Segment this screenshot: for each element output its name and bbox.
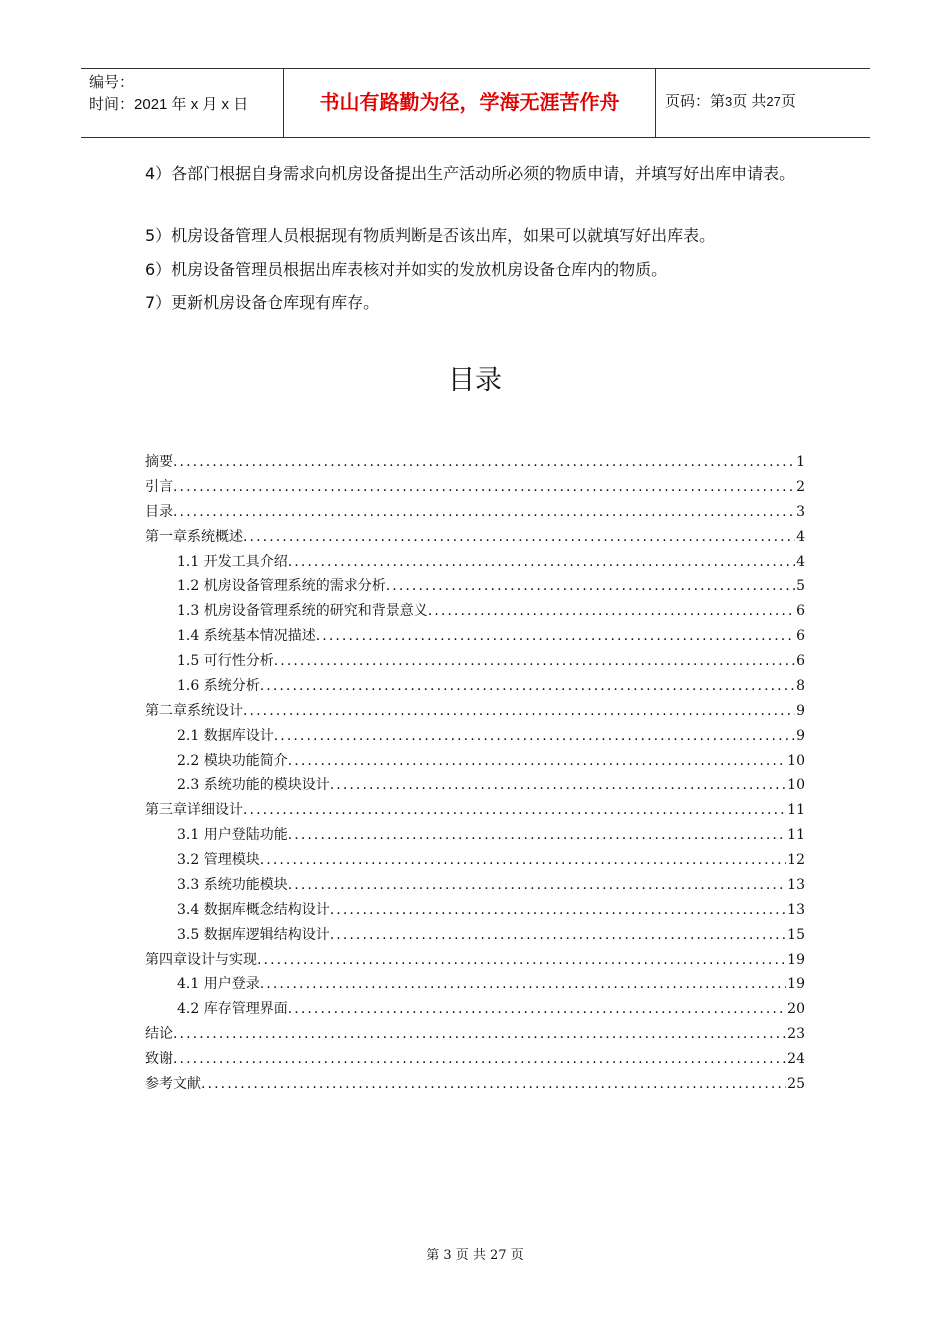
toc-entry-title: 1.1 开发工具介绍 xyxy=(177,553,288,570)
toc-leader-dots xyxy=(288,751,786,772)
toc-leader-dots xyxy=(288,552,795,573)
toc-entry-title: 1.4 系统基本情况描述 xyxy=(177,628,316,645)
toc-entry-page: 11 xyxy=(787,802,805,819)
toc-entry-title: 4.1 用户登录 xyxy=(177,976,260,993)
toc-leader-dots xyxy=(260,974,786,995)
toc-leader-dots xyxy=(173,477,795,498)
toc-entry[interactable] xyxy=(145,875,805,900)
toc-entry-page: 9 xyxy=(796,727,805,744)
toc-entry[interactable] xyxy=(145,825,805,850)
toc-entry-title: 3.3 系统功能模块 xyxy=(177,876,288,893)
toc-entry[interactable] xyxy=(145,676,805,701)
page-header xyxy=(81,68,870,138)
toc-entry-title: 第四章设计与实现 xyxy=(145,951,257,968)
toc-entry-title: 1.6 系统分析 xyxy=(177,677,260,694)
toc-entry[interactable] xyxy=(145,651,805,676)
toc-entry-page: 12 xyxy=(787,852,805,868)
toc-entry[interactable] xyxy=(145,726,805,751)
toc-entry-page: 19 xyxy=(787,976,805,993)
toc-entry-title: 3.2 管理模块 xyxy=(177,852,260,868)
header-page-total: 27 xyxy=(766,94,781,109)
toc-entry-title: 3.1 用户登陆功能 xyxy=(177,827,288,844)
toc-entry-page: 15 xyxy=(787,926,805,943)
toc-entry-title: 4.2 库存管理界面 xyxy=(177,1001,288,1018)
toc-entry[interactable] xyxy=(145,974,805,999)
toc-entry-title: 1.5 可行性分析 xyxy=(177,653,274,669)
toc-entry-page: 5 xyxy=(796,578,805,595)
toc-entry[interactable] xyxy=(145,925,805,950)
toc-entry-title: 第三章详细设计 xyxy=(145,802,243,819)
toc-entry-title: 参考文献 xyxy=(145,1075,201,1092)
toc-entry-title: 2.3 系统功能的模块设计 xyxy=(177,777,330,794)
header-time-value: 2021 年 x 月 x 日 xyxy=(134,96,249,113)
toc-leader-dots xyxy=(243,800,786,821)
toc-entry[interactable] xyxy=(145,751,805,776)
toc-entry-page: 23 xyxy=(787,1026,805,1043)
toc-entry-page: 4 xyxy=(796,553,805,570)
toc-entry-page: 6 xyxy=(796,603,805,620)
toc-leader-dots xyxy=(173,1049,786,1070)
header-page-label: 页码：第 xyxy=(665,93,726,110)
toc-entry-page: 6 xyxy=(796,628,805,645)
header-number-label: 编号： xyxy=(89,74,135,91)
toc-leader-dots xyxy=(257,950,786,971)
toc-leader-dots xyxy=(274,726,795,747)
table-of-contents xyxy=(145,452,805,1099)
toc-leader-dots xyxy=(243,701,795,722)
header-divider xyxy=(655,69,656,137)
toc-title: 目录 xyxy=(448,365,502,396)
toc-entry-page: 2 xyxy=(796,478,805,495)
toc-entry[interactable] xyxy=(145,552,805,577)
toc-entry-page: 25 xyxy=(787,1075,805,1092)
header-motto: 书山有路勤为径，学海无涯苦作舟 xyxy=(319,90,620,114)
toc-entry-title: 1.2 机房设备管理系统的需求分析 xyxy=(177,578,386,595)
toc-entry-page: 9 xyxy=(796,702,805,719)
toc-leader-dots xyxy=(260,850,786,871)
toc-leader-dots xyxy=(173,452,795,473)
toc-leader-dots xyxy=(288,825,786,846)
paragraph-7: 7）更新机房设备仓库现有库存。 xyxy=(145,293,380,312)
toc-leader-dots xyxy=(274,651,795,672)
toc-entry[interactable] xyxy=(145,452,805,477)
toc-leader-dots xyxy=(288,875,786,896)
paragraph-4: 4）各部门根据自身需求向机房设备提出生产活动所必须的物质申请，并填写好出库申请表。 xyxy=(145,164,796,183)
header-time xyxy=(89,94,248,116)
toc-entry[interactable] xyxy=(145,576,805,601)
toc-leader-dots xyxy=(330,900,786,921)
toc-entry[interactable] xyxy=(145,502,805,527)
toc-leader-dots xyxy=(201,1074,786,1095)
paragraph-6: 6）机房设备管理员根据出库表核对并如实的发放机房设备仓库内的物质。 xyxy=(145,260,668,279)
toc-entry[interactable] xyxy=(145,1024,805,1049)
page-footer: 第 3 页 共 27 页 xyxy=(426,1248,524,1263)
toc-entry-page: 24 xyxy=(787,1051,805,1067)
header-page-current: 3 xyxy=(725,94,733,109)
toc-entry[interactable] xyxy=(145,701,805,726)
toc-entry-title: 3.4 数据库概念结构设计 xyxy=(177,901,330,918)
toc-entry-page: 4 xyxy=(796,528,805,545)
toc-entry[interactable] xyxy=(145,800,805,825)
toc-entry[interactable] xyxy=(145,999,805,1024)
toc-entry[interactable] xyxy=(145,1074,805,1099)
toc-entry[interactable] xyxy=(145,477,805,502)
toc-entry-page: 10 xyxy=(787,777,805,794)
toc-entry-title: 第一章系统概述 xyxy=(145,528,243,545)
toc-entry-title: 2.2 模块功能简介 xyxy=(177,752,288,769)
toc-entry-title: 1.3 机房设备管理系统的研究和背景意义 xyxy=(177,603,428,620)
toc-entry-title: 引言 xyxy=(145,478,173,495)
toc-leader-dots xyxy=(330,775,786,796)
toc-entry-title: 目录 xyxy=(145,503,173,520)
toc-entry-page: 19 xyxy=(787,951,805,968)
toc-entry-page: 8 xyxy=(796,677,805,694)
toc-entry-title: 致谢 xyxy=(145,1051,173,1067)
toc-entry[interactable] xyxy=(145,850,805,875)
toc-entry-title: 摘要 xyxy=(145,454,173,470)
toc-entry-page: 13 xyxy=(787,876,805,893)
toc-leader-dots xyxy=(288,999,786,1020)
toc-entry[interactable] xyxy=(145,626,805,651)
toc-entry-title: 3.5 数据库逻辑结构设计 xyxy=(177,926,330,943)
header-meta xyxy=(89,72,248,116)
toc-entry[interactable] xyxy=(145,527,805,552)
toc-entry[interactable] xyxy=(145,950,805,975)
toc-entry[interactable] xyxy=(145,900,805,925)
toc-leader-dots xyxy=(243,527,795,548)
toc-entry-page: 3 xyxy=(796,503,805,520)
toc-entry-page: 10 xyxy=(787,752,805,769)
toc-leader-dots xyxy=(260,676,795,697)
toc-entry-page: 6 xyxy=(796,653,805,669)
toc-leader-dots xyxy=(330,925,786,946)
header-page-end: 页 xyxy=(780,93,796,110)
paragraph-5: 5）机房设备管理人员根据现有物质判断是否该出库，如果可以就填写好出库表。 xyxy=(145,226,716,245)
toc-entry-page: 13 xyxy=(787,901,805,918)
header-time-label: 时间： xyxy=(89,96,135,113)
toc-entry-page: 1 xyxy=(796,454,805,470)
header-page-indicator xyxy=(665,91,796,113)
toc-entry-page: 11 xyxy=(787,827,805,844)
header-page-mid: 页 共 xyxy=(732,93,767,110)
toc-leader-dots xyxy=(173,1024,786,1045)
toc-entry-title: 2.1 数据库设计 xyxy=(177,727,274,744)
toc-entry-page: 20 xyxy=(787,1001,805,1018)
toc-entry[interactable] xyxy=(145,1049,805,1074)
toc-leader-dots xyxy=(173,502,795,523)
toc-leader-dots xyxy=(386,576,795,597)
toc-entry-title: 结论 xyxy=(145,1026,173,1043)
toc-entry[interactable] xyxy=(145,775,805,800)
toc-entry-title: 第二章系统设计 xyxy=(145,702,243,719)
toc-entry[interactable] xyxy=(145,601,805,626)
toc-leader-dots xyxy=(316,626,795,647)
toc-leader-dots xyxy=(428,601,795,622)
